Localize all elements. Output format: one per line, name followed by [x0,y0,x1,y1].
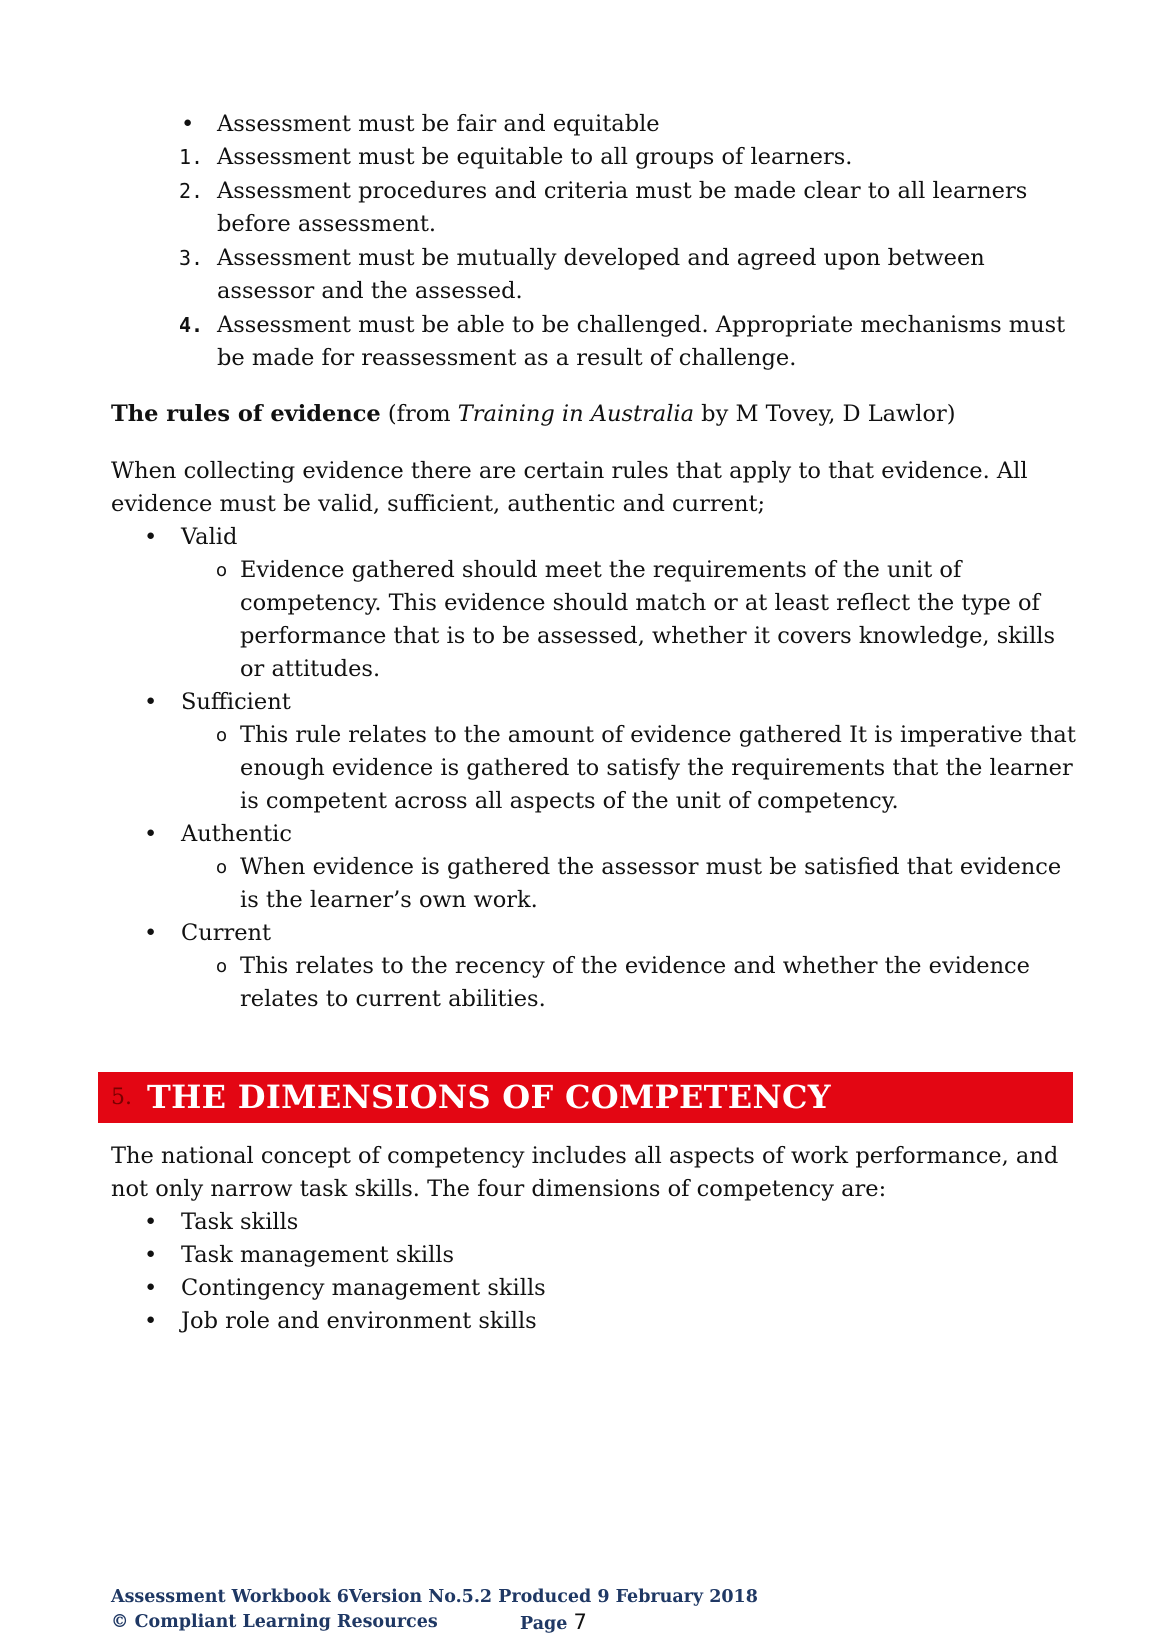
list-item [140,1206,1040,1239]
sub-bullet-icon: o [216,857,228,878]
competency-concept-paragraph: The national concept of competency includes all aspects of work performance, and not only narrow task skills. The four dimensions of competency are: [111,1143,1059,1202]
item-text: Assessment procedures and criteria must be made clear to all learners before assessment. [217,178,1028,237]
item-text: Assessment must be equitable to all groups of learners. [217,144,853,170]
page-label: Page [520,1614,574,1634]
bullet-icon: • [144,1275,158,1301]
rule-current [140,917,1080,950]
rules-heading-post: by M Tovey, D Lawlor) [694,401,956,427]
rule-sufficient [140,686,1080,719]
rules-heading-pre: (from [380,401,458,427]
sub-bullet-icon: o [216,725,228,746]
page-number: 7 [573,1610,587,1634]
rule-detail-list [140,554,1080,686]
rule-detail-wrapper [140,719,1080,818]
bullet-icon: • [144,1242,158,1268]
footer-line-2 [111,1610,1011,1635]
bullet-icon: • [144,920,158,946]
item-number: 3. [179,246,204,270]
dimension-text: Task skills [181,1209,299,1235]
rule-label: Authentic [181,821,292,847]
fairness-bullet-list [175,108,1075,141]
item-number: 4. [179,313,204,337]
footer-copyright: © Compliant Learning Resources [111,1612,438,1632]
rule-label: Sufficient [181,689,291,715]
rule-valid [140,521,1080,554]
dimension-text: Task management skills [181,1242,455,1268]
footer-workbook-info: Assessment Workbook 6Version No.5.2 Produced 9 February 2018 [111,1587,758,1607]
rule-detail [140,950,1080,1016]
rule-detail-list [140,851,1080,917]
rule-detail-wrapper [140,554,1080,686]
bullet-icon: • [144,689,158,715]
bullet-icon: • [144,524,158,550]
sub-bullet-icon: o [216,956,228,977]
bullet-icon: • [144,1209,158,1235]
rule-label: Current [181,920,272,946]
numbered-item [175,175,1075,241]
rules-heading-book-title: Training in Australia [457,401,695,427]
item-text: Assessment must be able to be challenged. Appropriate mechanisms must be made for reassessment as a result of challenge. [217,312,1066,371]
numbered-item [175,141,1075,174]
section-heading-banner [98,1072,1073,1123]
competency-dimensions-list [140,1206,1040,1338]
item-number: 1. [179,145,204,169]
fairness-numbered-list [175,141,1075,376]
rules-of-evidence-list [140,521,1080,1016]
rule-detail [140,554,1080,686]
list-item-text: Assessment must be fair and equitable [217,111,660,137]
evidence-intro-paragraph: When collecting evidence there are certain rules that apply to that evidence. All evidence must be valid, sufficient, authentic and current; [111,458,1028,517]
bullet-icon: • [144,821,158,847]
rule-detail-text: Evidence gathered should meet the requirements of the unit of competency. This evidence should match or at least reflect the type of performance that is to be assessed, whether it covers knowledge, skills or attitudes. [240,557,1056,682]
rule-detail-text: When evidence is gathered the assessor must be satisfied that evidence is the learner’s own work. [240,854,1062,913]
rule-detail-list [140,950,1080,1016]
rule-detail [140,851,1080,917]
rule-detail [140,719,1080,818]
rule-detail-list [140,719,1080,818]
bullet-icon: • [144,1308,158,1334]
numbered-item [175,242,1075,308]
rule-detail-text: This relates to the recency of the evidence and whether the evidence relates to current abilities. [240,953,1030,1012]
rules-heading [111,398,1071,431]
numbered-item [175,309,1075,375]
item-text: Assessment must be mutually developed and agreed upon between assessor and the assessed. [217,245,985,304]
item-number: 2. [179,179,204,203]
rule-detail-text: This rule relates to the amount of evidence gathered It is imperative that enough evidence is gathered to satisfy the requirements that the learner is competent across all aspects of the unit of competency. [240,722,1076,814]
sub-bullet-icon: o [216,560,228,581]
list-item [140,1272,1040,1305]
rule-authentic [140,818,1080,851]
rule-detail-wrapper [140,851,1080,917]
rule-detail-wrapper [140,950,1080,1016]
section-number: 5. [111,1085,132,1110]
footer-page-indicator [520,1610,587,1637]
dimension-text: Job role and environment skills [181,1308,537,1334]
page-footer [111,1585,1011,1635]
section-title: THE DIMENSIONS OF COMPETENCY [147,1078,831,1116]
dimension-text: Contingency management skills [181,1275,546,1301]
list-item [140,1305,1040,1338]
rules-heading-bold: The rules of evidence [111,401,381,427]
bullet-icon: • [181,111,195,137]
list-item [175,108,1075,141]
rule-label: Valid [181,524,238,550]
list-item [140,1239,1040,1272]
